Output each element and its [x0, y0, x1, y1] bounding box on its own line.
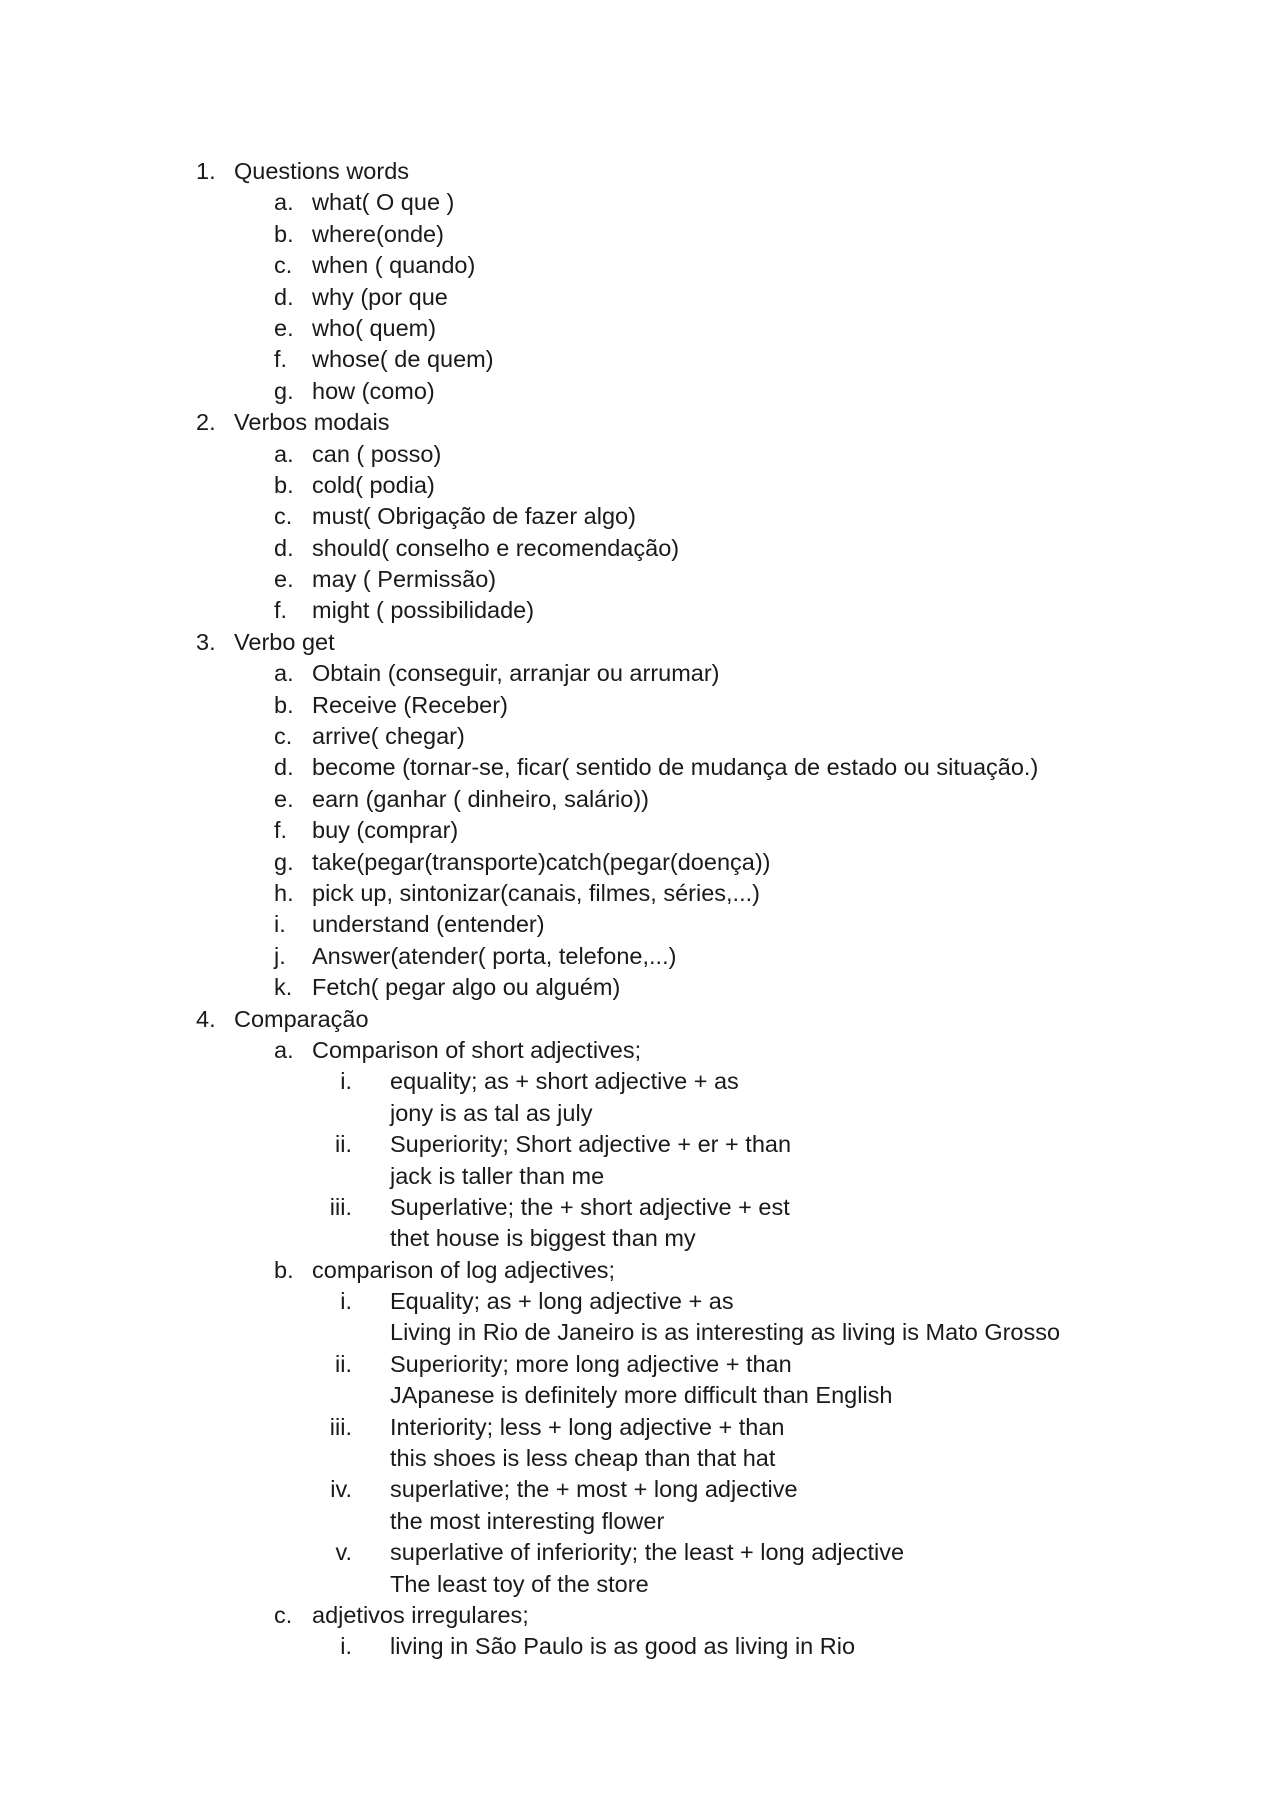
list-item — [0, 941, 1280, 972]
example-text: the most interesting flower — [390, 1507, 665, 1534]
rule-text: Equality; as + long adjective + as — [390, 1288, 734, 1315]
list-marker: g. — [274, 377, 294, 404]
section-heading — [0, 156, 1280, 187]
section-heading — [0, 627, 1280, 658]
list-marker: 2. — [196, 409, 216, 436]
list-item — [0, 344, 1280, 375]
list-marker: d. — [274, 534, 294, 561]
example-text: thet house is biggest than my — [390, 1225, 696, 1252]
list-item-text: why (por que — [312, 283, 448, 310]
example-line — [0, 1098, 1280, 1129]
list-marker: a. — [274, 660, 294, 687]
rule-text: Interiority; less + long adjective + than — [390, 1413, 785, 1440]
list-marker: b. — [274, 1256, 294, 1283]
rule-text: living in São Paulo is as good as living in Rio — [390, 1633, 856, 1660]
list-item — [0, 564, 1280, 595]
list-marker: k. — [274, 974, 293, 1001]
list-item-text: might ( possibilidade) — [312, 597, 535, 624]
sub-list-item — [0, 1192, 1280, 1223]
list-marker: f. — [274, 817, 288, 844]
list-item — [0, 815, 1280, 846]
sub-list-item — [0, 1349, 1280, 1380]
list-marker: ii. — [335, 1131, 352, 1158]
section-title: Comparação — [234, 1005, 369, 1032]
list-item — [0, 1255, 1280, 1286]
list-marker: b. — [274, 691, 294, 718]
example-line — [0, 1443, 1280, 1474]
rule-text: Superiority; more long adjective + than — [390, 1350, 792, 1377]
list-item-text: may ( Permissão) — [312, 566, 497, 593]
list-item — [0, 1035, 1280, 1066]
example-text: The least toy of the store — [390, 1570, 649, 1597]
section-heading — [0, 407, 1280, 438]
list-marker: 1. — [196, 158, 216, 184]
list-item-text: become (tornar-se, ficar( sentido de mudança de estado ou situação.) — [312, 754, 1039, 781]
list-marker: iii. — [329, 1193, 352, 1220]
example-line — [0, 1317, 1280, 1348]
sub-list-item — [0, 1129, 1280, 1160]
list-item-text: take(pegar(transporte)catch(pegar(doença)) — [312, 848, 771, 875]
list-item-text: where(onde) — [312, 220, 444, 247]
example-line — [0, 1569, 1280, 1600]
list-item — [0, 1600, 1280, 1631]
list-item-text: can ( posso) — [312, 440, 442, 467]
list-item — [0, 909, 1280, 940]
list-item-text: adjetivos irregulares; — [312, 1601, 529, 1628]
list-item-text: should( conselho e recomendação) — [312, 534, 680, 561]
list-marker: f. — [274, 346, 288, 373]
list-item-text: Obtain (conseguir, arranjar ou arrumar) — [312, 660, 720, 687]
list-item — [0, 752, 1280, 783]
list-marker: g. — [274, 848, 294, 875]
list-marker: e. — [274, 566, 294, 593]
list-marker: a. — [274, 1036, 294, 1063]
list-item-text: earn (ganhar ( dinheiro, salário)) — [312, 785, 649, 812]
list-item — [0, 721, 1280, 752]
list-marker: f. — [274, 597, 288, 624]
list-marker: b. — [274, 471, 294, 498]
list-item — [0, 847, 1280, 878]
list-marker: 4. — [196, 1005, 216, 1032]
list-item-text: how (como) — [312, 377, 435, 404]
list-item — [0, 658, 1280, 689]
list-marker: i. — [340, 1068, 352, 1095]
list-marker: i. — [340, 1288, 352, 1315]
example-line — [0, 1506, 1280, 1537]
sub-list-item — [0, 1474, 1280, 1505]
list-marker: 3. — [196, 628, 216, 655]
outline-list — [0, 156, 1280, 1663]
list-marker: v. — [335, 1539, 352, 1566]
example-text: this shoes is less cheap than that hat — [390, 1445, 776, 1472]
list-marker: h. — [274, 879, 294, 906]
list-marker: a. — [274, 189, 294, 216]
rule-text: Superiority; Short adjective + er + than — [390, 1131, 792, 1158]
list-item — [0, 784, 1280, 815]
rule-text: Superlative; the + short adjective + est — [390, 1193, 790, 1220]
list-marker: iv. — [330, 1476, 352, 1503]
list-marker: e. — [274, 314, 294, 341]
list-item-text: what( O que ) — [312, 189, 455, 216]
sub-list-item — [0, 1066, 1280, 1097]
rule-text: superlative; the + most + long adjective — [390, 1476, 798, 1503]
list-item-text: Answer(atender( porta, telefone,...) — [312, 942, 677, 969]
list-marker: d. — [274, 754, 294, 781]
rule-text: superlative of inferiority; the least + long adjective — [390, 1539, 905, 1566]
list-item — [0, 313, 1280, 344]
list-item — [0, 501, 1280, 532]
list-item — [0, 376, 1280, 407]
sub-list-item — [0, 1412, 1280, 1443]
list-marker: c. — [274, 723, 293, 750]
example-line — [0, 1380, 1280, 1411]
list-item — [0, 470, 1280, 501]
list-item-text: whose( de quem) — [312, 346, 494, 373]
list-marker: j. — [274, 942, 286, 969]
list-item-text: pick up, sintonizar(canais, filmes, séries,...) — [312, 879, 760, 906]
list-marker: d. — [274, 283, 294, 310]
sub-list-item — [0, 1537, 1280, 1568]
list-item — [0, 878, 1280, 909]
list-item — [0, 690, 1280, 721]
list-marker: c. — [274, 1601, 293, 1628]
list-marker: a. — [274, 440, 294, 467]
list-marker: iii. — [329, 1413, 352, 1440]
list-item — [0, 187, 1280, 218]
list-item-text: Comparison of short adjectives; — [312, 1036, 642, 1063]
list-item — [0, 250, 1280, 281]
list-marker: e. — [274, 785, 294, 812]
section-title: Verbo get — [234, 628, 335, 655]
list-marker: b. — [274, 220, 294, 247]
section-title: Verbos modais — [234, 409, 390, 436]
example-line — [0, 1161, 1280, 1192]
list-item — [0, 595, 1280, 626]
example-text: Living in Rio de Janeiro is as interesting as living is Mato Grosso — [390, 1319, 1061, 1346]
list-item-text: cold( podia) — [312, 471, 435, 498]
list-item — [0, 439, 1280, 470]
section-title: Questions words — [234, 158, 410, 184]
example-text: jony is as tal as july — [390, 1099, 593, 1126]
list-item-text: must( Obrigação de fazer algo) — [312, 503, 636, 530]
list-marker: ii. — [335, 1350, 352, 1377]
sub-list-item — [0, 1631, 1280, 1662]
rule-text: equality; as + short adjective + as — [390, 1068, 739, 1095]
list-item-text: who( quem) — [312, 314, 437, 341]
list-item-text: Receive (Receber) — [312, 691, 508, 718]
list-item — [0, 533, 1280, 564]
list-marker: i. — [340, 1633, 352, 1660]
example-line — [0, 1223, 1280, 1254]
list-item — [0, 282, 1280, 313]
list-item — [0, 972, 1280, 1003]
list-item-text: Fetch( pegar algo ou alguém) — [312, 974, 621, 1001]
list-item-text: arrive( chegar) — [312, 723, 465, 750]
sub-list-item — [0, 1286, 1280, 1317]
list-marker: c. — [274, 252, 293, 279]
list-marker: i. — [274, 911, 286, 938]
section-heading — [0, 1004, 1280, 1035]
list-item — [0, 219, 1280, 250]
example-text: JApanese is definitely more difficult than English — [390, 1382, 893, 1409]
example-text: jack is taller than me — [390, 1162, 605, 1189]
list-item-text: comparison of log adjectives; — [312, 1256, 616, 1283]
list-item-text: when ( quando) — [312, 252, 476, 279]
list-marker: c. — [274, 503, 293, 530]
list-item-text: buy (comprar) — [312, 817, 459, 844]
list-item-text: understand (entender) — [312, 911, 545, 938]
